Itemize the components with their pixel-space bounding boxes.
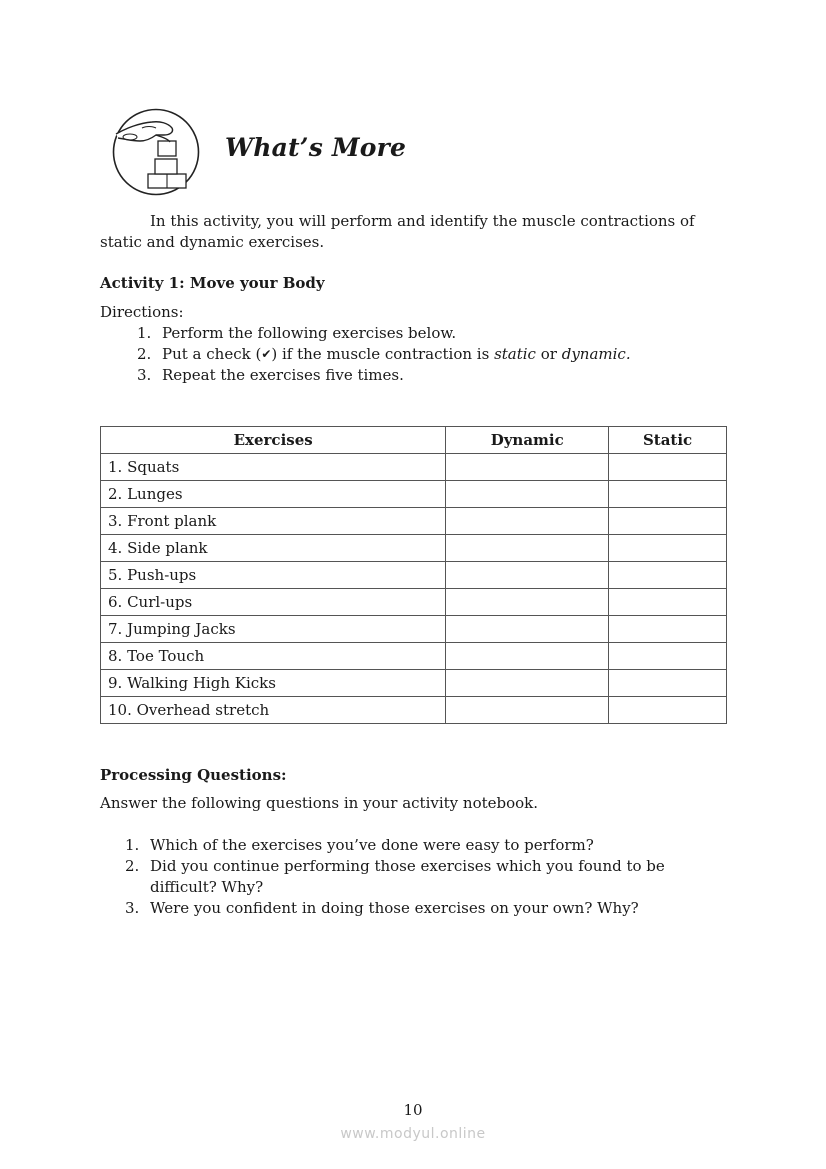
exercise-cell: 5. Push-ups [101,562,446,589]
dynamic-cell[interactable] [446,481,609,508]
static-cell[interactable] [609,562,727,589]
exercise-cell: 9. Walking High Kicks [101,670,446,697]
list-item: 1. Which of the exercises you’ve done were easy to perform? [125,836,594,854]
exercise-cell: 7. Jumping Jacks [101,616,446,643]
table-row [101,562,727,589]
table-row [101,697,727,724]
column-header-dynamic: Dynamic [446,427,609,454]
dynamic-cell[interactable] [446,616,609,643]
dynamic-cell[interactable] [446,589,609,616]
list-item: 3. Repeat the exercises five times. [137,366,404,384]
check-mark-icon: ✔ [261,347,272,361]
exercise-cell: 8. Toe Touch [101,643,446,670]
section-logo [112,108,200,196]
exercise-cell: 1. Squats [101,454,446,481]
dynamic-cell[interactable] [446,508,609,535]
list-item: 2. Did you continue performing those exercises which you found to be difficult? Why? [125,857,665,896]
table-row [101,535,727,562]
static-cell[interactable] [609,670,727,697]
table-row [101,454,727,481]
exercise-cell: 3. Front plank [101,508,446,535]
table-header-row [101,427,727,454]
dynamic-cell[interactable] [446,562,609,589]
column-header-static: Static [609,427,727,454]
dynamic-cell[interactable] [446,697,609,724]
table-row [101,670,727,697]
table-row [101,508,727,535]
static-cell[interactable] [609,616,727,643]
static-cell[interactable] [609,508,727,535]
list-item: 3. Were you confident in doing those exercises on your own? Why? [125,899,639,917]
table-row [101,616,727,643]
static-cell[interactable] [609,643,727,670]
static-cell[interactable] [609,697,727,724]
dynamic-cell[interactable] [446,454,609,481]
dynamic-cell[interactable] [446,535,609,562]
page-number: 10 [403,1101,423,1119]
intro-paragraph: In this activity, you will perform and identify the muscle contractions of static and dynamic exercises. [100,212,695,251]
exercises-table [100,426,727,724]
table-row [101,643,727,670]
processing-questions-title: Processing Questions: [100,766,287,784]
column-header-exercises: Exercises [101,427,446,454]
table-row [101,589,727,616]
table-row [101,481,727,508]
static-cell[interactable] [609,589,727,616]
directions-label: Directions: [100,303,184,321]
page-title: What’s More [225,133,407,162]
dynamic-cell[interactable] [446,670,609,697]
directions-list [137,323,631,386]
processing-questions-list [125,835,735,919]
watermark: www.modyul.online [340,1126,486,1142]
static-cell[interactable] [609,535,727,562]
processing-questions-intro: Answer the following questions in your activity notebook. [100,794,539,812]
exercise-cell: 6. Curl-ups [101,589,446,616]
exercise-cell: 2. Lunges [101,481,446,508]
list-item: 1. Perform the following exercises below. [137,324,457,342]
hand-stacking-blocks-icon [112,108,200,196]
static-cell[interactable] [609,481,727,508]
exercise-cell: 4. Side plank [101,535,446,562]
exercise-cell: 10. Overhead stretch [101,697,446,724]
static-cell[interactable] [609,454,727,481]
list-item: 2. Put a check (✔) if the muscle contraction is static or dynamic. [137,345,631,363]
activity-title: Activity 1: Move your Body [100,274,325,292]
dynamic-cell[interactable] [446,643,609,670]
